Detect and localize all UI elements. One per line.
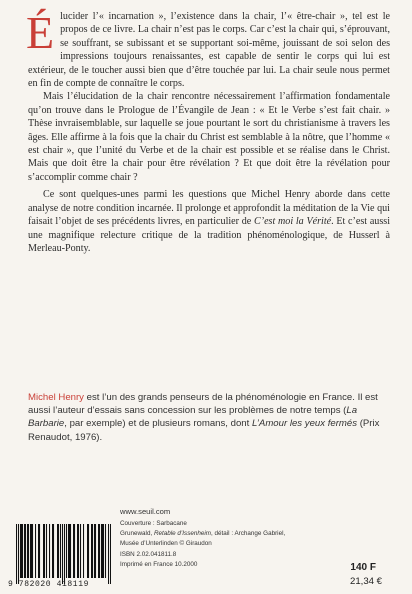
barcode-bar	[108, 524, 109, 584]
barcode-bar	[24, 524, 25, 578]
barcode-bar	[80, 524, 81, 578]
author-bio-text-2: , par exemple) et de plusieurs romans, dont	[64, 418, 252, 430]
barcode-bar	[70, 524, 71, 578]
credits-block	[120, 507, 320, 570]
author-bio-text-1: est l’un des grands penseurs de la phénoménologie en France. Il est aussi l’auteur d’essais sans concession sur les problèmes de notre temps (	[28, 392, 378, 417]
barcode-bar	[53, 524, 54, 578]
barcode-bar	[49, 524, 50, 578]
barcode-bar	[21, 524, 22, 578]
barcode-bar	[98, 524, 99, 578]
paragraph-2-text: Mais l’élucidation de la chair rencontre nécessairement l’affirmation fondamentale qu’on trouve dans le Prologue de l’Évangile de Jean : « Et le Verbe s’est fait chair. » Thèse invraisemblable, sur laquelle se joue pourtant le sort du christianisme à travers les âges. Elle affirme à la fois que la chair du Christ est semblable à la nôtre, que l’homme « est chair », que l’unité du Verbe et de la chair est possible et se réalise dans le Christ. Mais que doit être la chair pour être révélation ? Et que doit être la révélation pour s’accomplir comme chair ?	[28, 91, 390, 183]
barcode-bar	[95, 524, 96, 578]
barcode-bar	[52, 524, 53, 578]
barcode-bar	[88, 524, 89, 578]
barcode-bar	[46, 524, 47, 578]
price-francs: 140 F	[350, 562, 376, 573]
paragraph-3-book-title: C’est moi la Vérité	[253, 216, 332, 228]
print-info: Imprimé en France 10.2000	[120, 560, 198, 568]
publisher-url[interactable]: www.seuil.com	[120, 507, 171, 516]
barcode-bar	[18, 524, 19, 584]
barcode-bar	[99, 524, 100, 578]
barcode	[16, 524, 111, 584]
barcode-bar	[92, 524, 93, 578]
barcode-bar	[32, 524, 33, 578]
barcode-bar	[69, 524, 70, 578]
barcode-number: 9 782020 418119	[8, 580, 90, 589]
barcode-bar	[105, 524, 106, 578]
barcode-bar	[91, 524, 92, 578]
paragraph-2	[28, 90, 390, 184]
price-euros: 21,34 €	[349, 576, 382, 587]
barcode-bar	[110, 524, 111, 584]
barcode-bar	[68, 524, 69, 578]
paragraph-3-text-b: . Et c’est aussi une magnifique relecture critique de la tradition phénoménologique, de Husserl à Merleau-Ponty.	[28, 216, 391, 254]
paragraph-1-text: lucider l’« incarnation », l’existence dans la chair, l’« être-chair », tel est le propos de ce livre. La chair n’est pas le corps. Car c’est la chair qui, s’éprouvant, se souffrant, se subissant et se supportant soi-même, jouissant de soi selon des impressions toujours renaissantes, est capable de sentir le corps qui lui est extérieur, de le toucher aussi bien que d’être touchée par lui. La chair seule nous permet en fin de compte de connaître le corps.	[28, 11, 390, 90]
barcode-bar	[44, 524, 45, 578]
barcode-bar	[87, 524, 88, 578]
barcode-bar	[103, 524, 104, 578]
barcode-bar	[74, 524, 75, 578]
museum-credit: Musée d’Unterlinden © Giraudon	[120, 540, 212, 548]
barcode-bar	[22, 524, 23, 578]
barcode-bar	[39, 524, 40, 578]
author-book-title-1: La Barbarie	[28, 405, 358, 430]
paragraph-3-text-a: Ce sont quelques-unes parmi les questions que Michel Henry aborde dans cette analyse de notre condition incarnée. Il prolonge et approfondit la méditation de la Vie qui faisait l’objet de ses précédents livres, en particulier de	[28, 189, 390, 228]
barcode-bar	[102, 524, 103, 578]
artwork-detail: , détail : Archange Gabriel,	[211, 530, 286, 538]
author-bio-text-3: (Prix Renaudot, 1976).	[28, 418, 380, 443]
blurb-text	[26, 7, 391, 255]
barcode-bar	[28, 524, 29, 578]
isbn: ISBN 2.02.041811.8	[120, 550, 177, 558]
barcode-bar	[57, 524, 58, 578]
barcode-bar	[27, 524, 28, 578]
paragraph-3	[28, 188, 390, 255]
barcode-bar	[16, 524, 17, 584]
paragraph-1	[26, 7, 390, 90]
barcode-bar	[20, 524, 21, 578]
barcode-bar	[64, 524, 65, 584]
barcode-bar	[25, 524, 26, 578]
barcode-bar	[62, 524, 63, 584]
barcode-bar	[58, 524, 59, 578]
author-name: Michel Henry	[28, 392, 84, 403]
drop-cap: É	[26, 7, 55, 58]
artwork-title: Retable d’Issenheim	[153, 530, 212, 538]
barcode-bar	[31, 524, 32, 578]
cover-credit: Couverture : Sarbacane	[120, 520, 187, 527]
barcode-bar	[78, 524, 79, 578]
barcode-bar	[30, 524, 31, 578]
barcode-bar	[35, 524, 36, 578]
barcode-bar	[94, 524, 95, 578]
barcode-bar	[66, 524, 67, 578]
artwork-artist: Grunewald,	[120, 530, 154, 538]
barcode-bar	[38, 524, 39, 578]
barcode-bar	[73, 524, 74, 578]
barcode-bar	[77, 524, 78, 578]
artwork-credit	[120, 529, 320, 539]
author-book-title-2: L’Amour les yeux fermés	[251, 418, 358, 430]
barcode-bar	[101, 524, 102, 578]
barcode-bar	[60, 524, 61, 578]
barcode-bar	[43, 524, 44, 578]
barcode-bar	[83, 524, 84, 578]
author-bio	[28, 391, 396, 444]
